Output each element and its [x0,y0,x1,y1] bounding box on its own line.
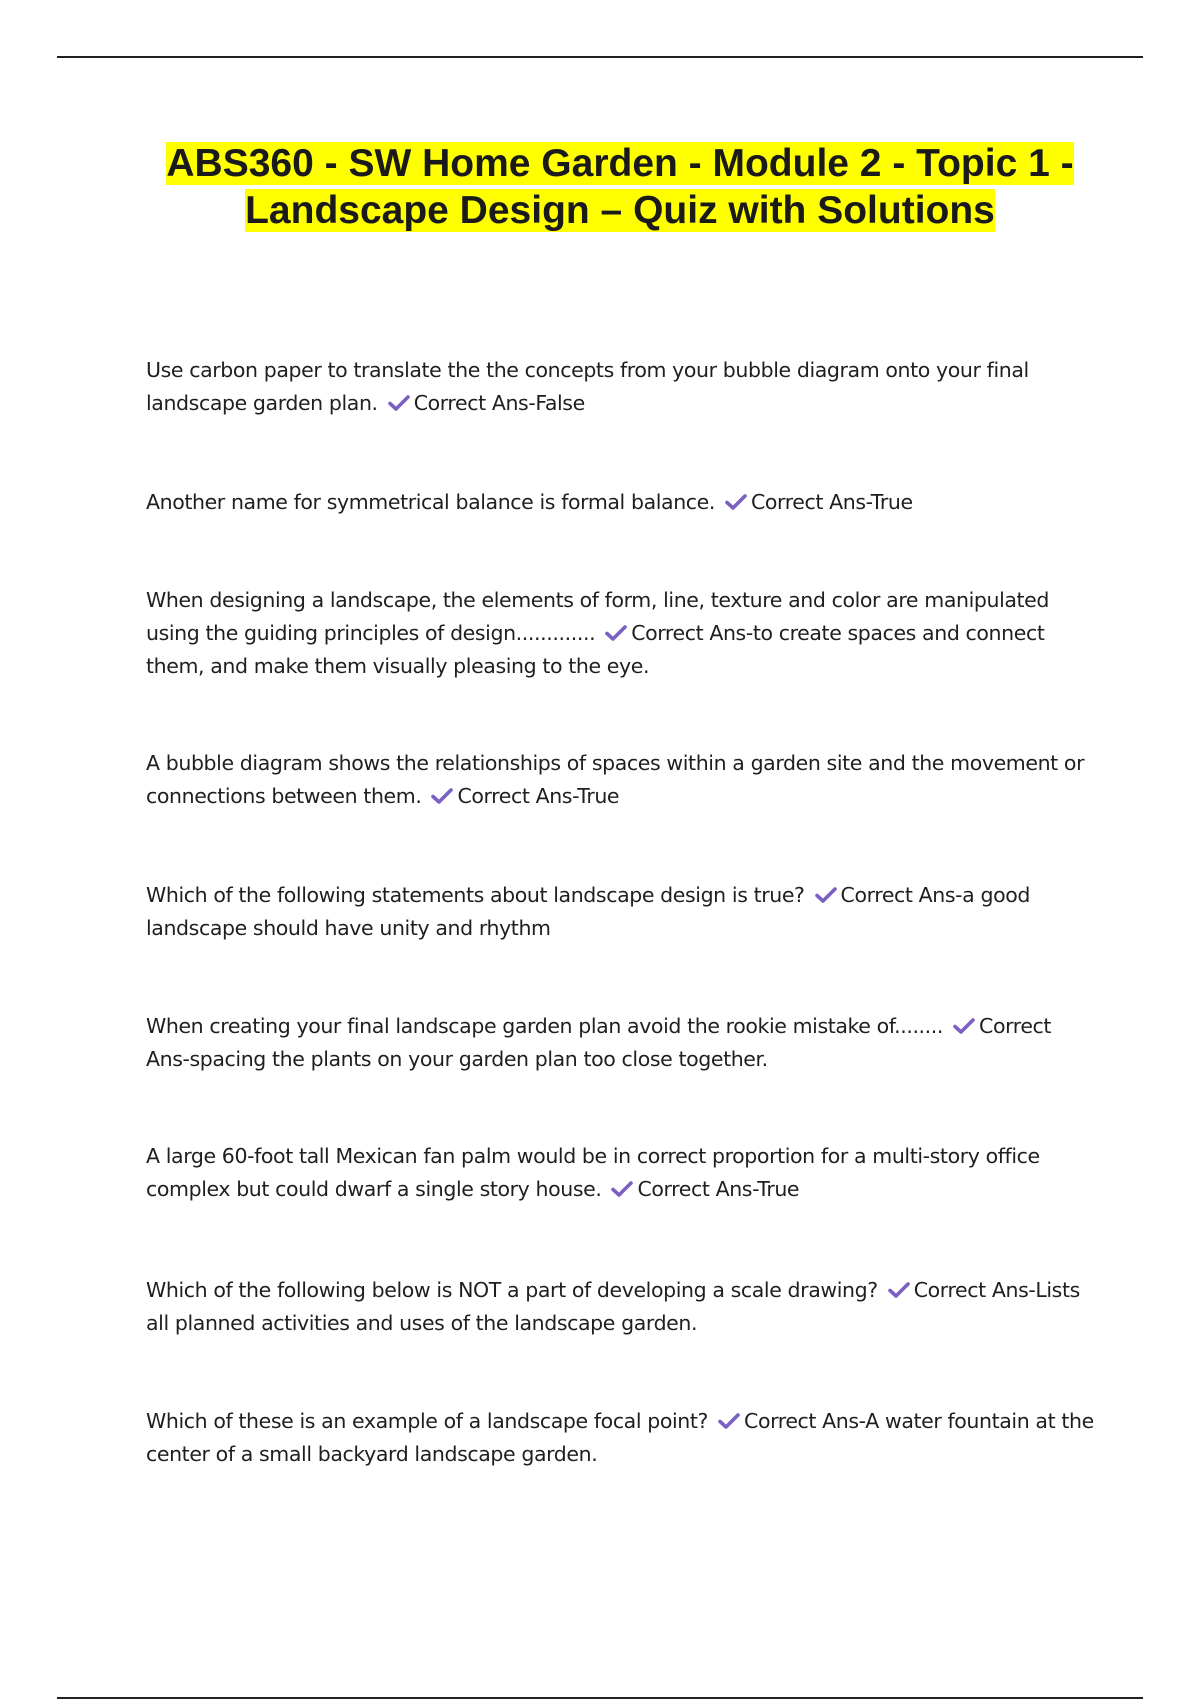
bottom-divider [57,1697,1143,1699]
checkmark-icon [605,624,627,642]
answer-text: Correct Ans-to create spaces and connect them, and make them visually pleasing to the eye. [146,620,1045,678]
checkmark-icon [725,493,747,511]
question-text: A large 60-foot tall Mexican fan palm would be in correct proportion for a multi-story office complex but could dwarf a single story house. [146,1143,1040,1201]
qa-item [146,354,1096,420]
answer-text: Correct Ans-True [457,783,620,808]
qa-item [146,584,1096,683]
question-text: A bubble diagram shows the relationships of spaces within a garden site and the movement or connections between them. [146,750,1085,808]
question-text: Which of the following statements about landscape design is true? [146,882,805,907]
qa-item [146,879,1096,945]
question-text: When designing a landscape, the elements of form, line, texture and color are manipulated using the guiding principles of design............. [146,587,1049,645]
checkmark-icon [888,1281,910,1299]
checkmark-icon [718,1412,740,1430]
qa-item [146,1010,1096,1076]
qa-item [146,747,1096,813]
answer-text: Correct Ans-False [413,390,585,415]
qa-item [146,486,1096,519]
qa-item [146,1140,1096,1206]
checkmark-icon [431,787,453,805]
answer-text: Correct Ans-spacing the plants on your garden plan too close together. [146,1013,1052,1071]
question-text: Which of the following below is NOT a part of developing a scale drawing? [146,1277,878,1302]
qa-item [146,1405,1096,1471]
checkmark-icon [388,394,410,412]
checkmark-icon [953,1017,975,1035]
title-block [60,140,1180,234]
page-title: ABS360 - SW Home Garden - Module 2 - Topic 1 - Landscape Design – Quiz with Solutions [166,142,1074,232]
question-text: When creating your final landscape garden plan avoid the rookie mistake of........ [146,1013,944,1038]
answer-text: Correct Ans-a good landscape should have unity and rhythm [146,882,1030,940]
answer-text: Correct Ans-True [637,1176,800,1201]
question-text: Another name for symmetrical balance is formal balance. [146,489,715,514]
checkmark-icon [815,886,837,904]
answer-text: Correct Ans-A water fountain at the center of a small backyard landscape garden. [146,1408,1094,1466]
question-text: Use carbon paper to translate the the concepts from your bubble diagram onto your final landscape garden plan. [146,357,1029,415]
checkmark-icon [611,1180,633,1198]
top-divider [57,56,1143,58]
qa-item [146,1274,1096,1340]
answer-text: Correct Ans-True [751,489,913,514]
question-text: Which of these is an example of a landscape focal point? [146,1408,709,1433]
answer-text: Correct Ans-Lists all planned activities and uses of the landscape garden. [146,1277,1080,1335]
